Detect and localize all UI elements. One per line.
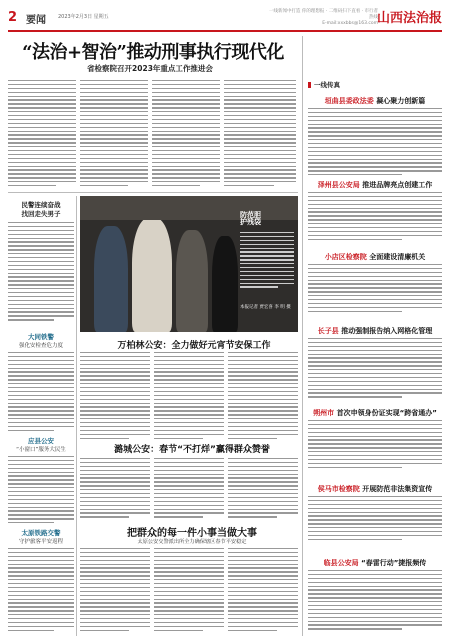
right-item-4-body: [308, 338, 442, 400]
newspaper-logo: 山西法治报: [376, 11, 442, 26]
photo-caption-title: 防范胆 护残袋: [240, 211, 261, 226]
box1-body: [8, 222, 74, 323]
right-item-1-body: [308, 108, 442, 178]
article1-col1: [80, 352, 150, 441]
article3-col1: [80, 548, 150, 634]
right-item-7-body: [308, 570, 442, 632]
photo-credit: 本报记者 贾宏喜 李 明 摄: [240, 305, 291, 310]
right-item-4-title: 长子县 推动强制报告纳入网格化管理: [317, 327, 433, 335]
lead-body-col1: [8, 80, 76, 189]
lead-body-col4: [224, 80, 296, 189]
right-item-5-title: 朔州市 首次申领身份证实现“跨省通办”: [313, 409, 437, 417]
box2-body: [8, 352, 74, 434]
lead-headline: “法治+智治”推动刑事执行现代化: [22, 42, 284, 63]
right-item-2-body: [308, 192, 442, 243]
issue-date: 2023年2月3日 星期五: [58, 14, 109, 20]
right-item-3-title: 小店区检察院 全面建设清廉机关: [324, 253, 426, 261]
lead-body-col3: [152, 80, 220, 189]
lead-subhead: 省检察院召开2023年重点工作推进会: [87, 64, 213, 73]
article1-col2: [154, 352, 224, 441]
article2-col1: [80, 458, 150, 520]
box2-subtitle: 强化安检查危力度: [18, 343, 63, 349]
column-divider-left: [76, 196, 77, 636]
box4-title: 太原铁路交警: [21, 529, 61, 537]
section-marker-icon: [308, 82, 311, 88]
right-item-7-title: 临县公安局 “春雷行动”捷报频传: [323, 559, 427, 567]
box1-subtitle: 找回走失男子: [21, 210, 61, 218]
masthead: [8, 4, 442, 32]
lead-body-col2: [80, 80, 148, 189]
article3-col3: [228, 548, 298, 634]
box3-title: 应县公安: [28, 437, 54, 445]
masthead-meta: 一线新闻中打造 你的理想报 · 二维码扫下直看 · 市行者热线 E-mail:xxxbbs@163.com: [268, 9, 378, 26]
column-divider: [302, 36, 303, 636]
news-photo: [80, 196, 298, 332]
right-item-1-title: 垣曲县委政法委 凝心聚力创新篇: [324, 97, 426, 105]
divider: [8, 192, 298, 193]
article2-col3: [228, 458, 298, 520]
article2-col2: [154, 458, 224, 520]
article1-col3: [228, 352, 298, 441]
article3-col2: [154, 548, 224, 634]
right-item-5-body: [308, 420, 442, 471]
photo-caption-body: [240, 232, 294, 290]
right-item-6-body: [308, 496, 442, 543]
page-number: 2: [8, 10, 18, 25]
right-section-label: 一线传真: [314, 81, 340, 89]
right-item-2-title: 泽州县公安局 推进品牌亮点创建工作: [317, 181, 433, 189]
box4-body: [8, 548, 74, 634]
right-item-3-body: [308, 264, 442, 315]
box2-title: 大同铁警: [28, 333, 54, 341]
article3-subtitle: 太原公安交警派出所全力确保辖区春节平安稳定: [137, 539, 247, 545]
article1-title: 万柏林公安：全力做好元宵节安保工作: [117, 341, 271, 351]
article2-title: 潞城公安：春节“不打烊”赢得群众赞誉: [114, 445, 270, 455]
box1-title: 民警连续奋战: [21, 201, 61, 209]
box4-subtitle: 守护旅客平安返程: [18, 539, 63, 545]
section-label: 要闻: [26, 15, 46, 26]
article3-title: 把群众的每一件小事当做大事: [127, 528, 257, 539]
box3-body: [8, 456, 74, 526]
right-column-header: [308, 80, 442, 90]
right-item-6-title: 侯马市检察院 开展防范非法集资宣传: [317, 485, 433, 493]
box3-subtitle: “小窗口”服务大民生: [16, 447, 66, 453]
